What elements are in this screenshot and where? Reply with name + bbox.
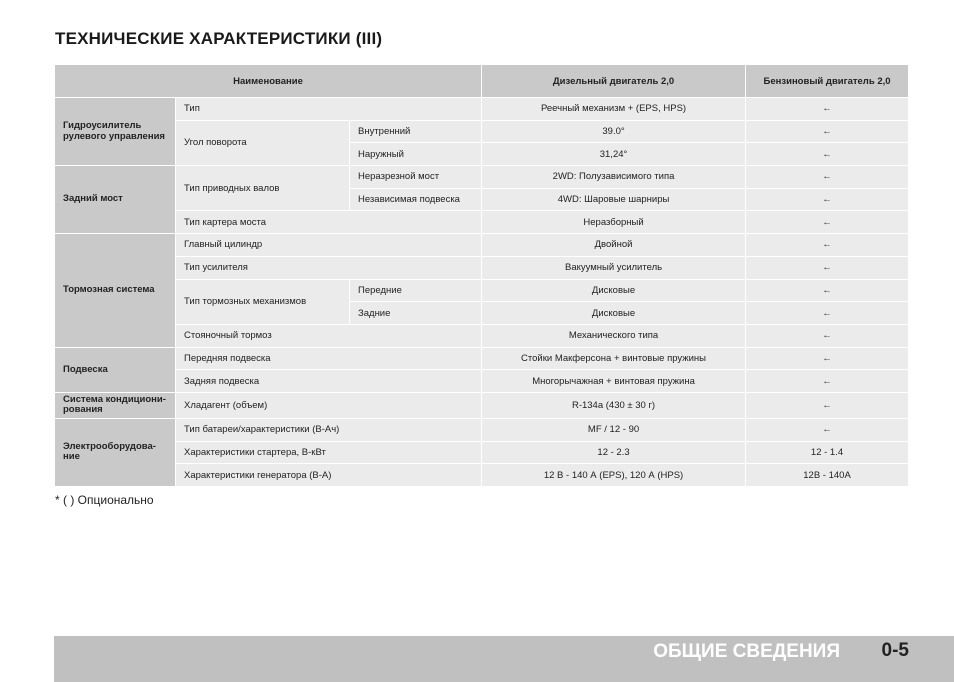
table-row [55, 370, 909, 393]
page-number: 0-5 [881, 640, 909, 661]
table-row [55, 120, 909, 143]
row-label: Задняя подвеска [176, 370, 482, 393]
diesel-value: Стойки Макферсона + винтовые пружины [482, 347, 746, 370]
row-label: Тип батареи/характеристики (В-Ач) [176, 418, 482, 441]
row-label: Передняя подвеска [176, 347, 482, 370]
petrol-value: 12 - 1.4 [746, 441, 909, 464]
group-suspension: Подвеска [55, 347, 176, 392]
section-title: ОБЩИЕ СВЕДЕНИЯ [653, 641, 840, 662]
petrol-value: ← [746, 302, 909, 325]
group-electrical: Электрооборудова-ние [55, 418, 176, 486]
petrol-value: ← [746, 188, 909, 211]
diesel-value: 12 В - 140 А (EPS), 120 А (HPS) [482, 464, 746, 487]
row-sublabel: Независимая подвеска [350, 188, 482, 211]
petrol-value: ← [746, 256, 909, 279]
table-row [55, 166, 909, 189]
diesel-value: MF / 12 - 90 [482, 418, 746, 441]
spec-table [54, 64, 909, 487]
petrol-value: ← [746, 98, 909, 121]
row-label: Характеристики генератора (В-А) [176, 464, 482, 487]
row-label: Характеристики стартера, В-кВт [176, 441, 482, 464]
table-row [55, 418, 909, 441]
table-row [55, 211, 909, 234]
row-sublabel: Передние [350, 279, 482, 302]
row-label: Тип приводных валов [176, 166, 350, 211]
header-diesel: Дизельный двигатель 2,0 [482, 65, 746, 98]
table-row [55, 347, 909, 370]
row-label: Тип картера моста [176, 211, 482, 234]
diesel-value: R-134a (430 ± 30 г) [482, 392, 746, 418]
petrol-value: ← [746, 392, 909, 418]
table-row [55, 392, 909, 418]
diesel-value: 4WD: Шаровые шарниры [482, 188, 746, 211]
diesel-value: Многорычажная + винтовая пружина [482, 370, 746, 393]
diesel-value: 2WD: Полузависимого типа [482, 166, 746, 189]
row-sublabel: Наружный [350, 143, 482, 166]
table-row [55, 234, 909, 257]
row-sublabel: Неразрезной мост [350, 166, 482, 189]
group-ac: Система кондициони-рования [55, 392, 176, 418]
diesel-value: Дисковые [482, 279, 746, 302]
page-footer [54, 636, 954, 682]
diesel-value: Дисковые [482, 302, 746, 325]
diesel-value: 39.0° [482, 120, 746, 143]
petrol-value: ← [746, 347, 909, 370]
group-steering: Гидроусилитель рулевого управления [55, 98, 176, 166]
table-row [55, 464, 909, 487]
row-sublabel: Внутренний [350, 120, 482, 143]
petrol-value: 12В - 140А [746, 464, 909, 487]
row-label: Главный цилиндр [176, 234, 482, 257]
diesel-value: Механического типа [482, 324, 746, 347]
header-petrol: Бензиновый двигатель 2,0 [746, 65, 909, 98]
row-sublabel: Задние [350, 302, 482, 325]
diesel-value: Неразборный [482, 211, 746, 234]
row-label: Тип [176, 98, 482, 121]
table-row [55, 324, 909, 347]
petrol-value: ← [746, 120, 909, 143]
page-title: ТЕХНИЧЕСКИЕ ХАРАКТЕРИСТИКИ (III) [55, 29, 383, 48]
diesel-value: Реечный механизм + (EPS, HPS) [482, 98, 746, 121]
petrol-value: ← [746, 418, 909, 441]
table-header-row [55, 65, 909, 98]
petrol-value: ← [746, 211, 909, 234]
petrol-value: ← [746, 166, 909, 189]
footnote: * ( ) Опционально [55, 493, 154, 507]
diesel-value: Двойной [482, 234, 746, 257]
row-label: Тип тормозных механизмов [176, 279, 350, 324]
petrol-value: ← [746, 324, 909, 347]
petrol-value: ← [746, 370, 909, 393]
row-label: Хладагент (объем) [176, 392, 482, 418]
group-brakes: Тормозная система [55, 234, 176, 347]
diesel-value: 31,24° [482, 143, 746, 166]
petrol-value: ← [746, 143, 909, 166]
petrol-value: ← [746, 279, 909, 302]
header-name: Наименование [55, 65, 482, 98]
table-row [55, 256, 909, 279]
row-label: Угол поворота [176, 120, 350, 165]
group-rear-axle: Задний мост [55, 166, 176, 234]
row-label: Стояночный тормоз [176, 324, 482, 347]
diesel-value: Вакуумный усилитель [482, 256, 746, 279]
row-label: Тип усилителя [176, 256, 482, 279]
table-row [55, 98, 909, 121]
petrol-value: ← [746, 234, 909, 257]
table-row [55, 279, 909, 302]
table-row [55, 441, 909, 464]
diesel-value: 12 - 2.3 [482, 441, 746, 464]
